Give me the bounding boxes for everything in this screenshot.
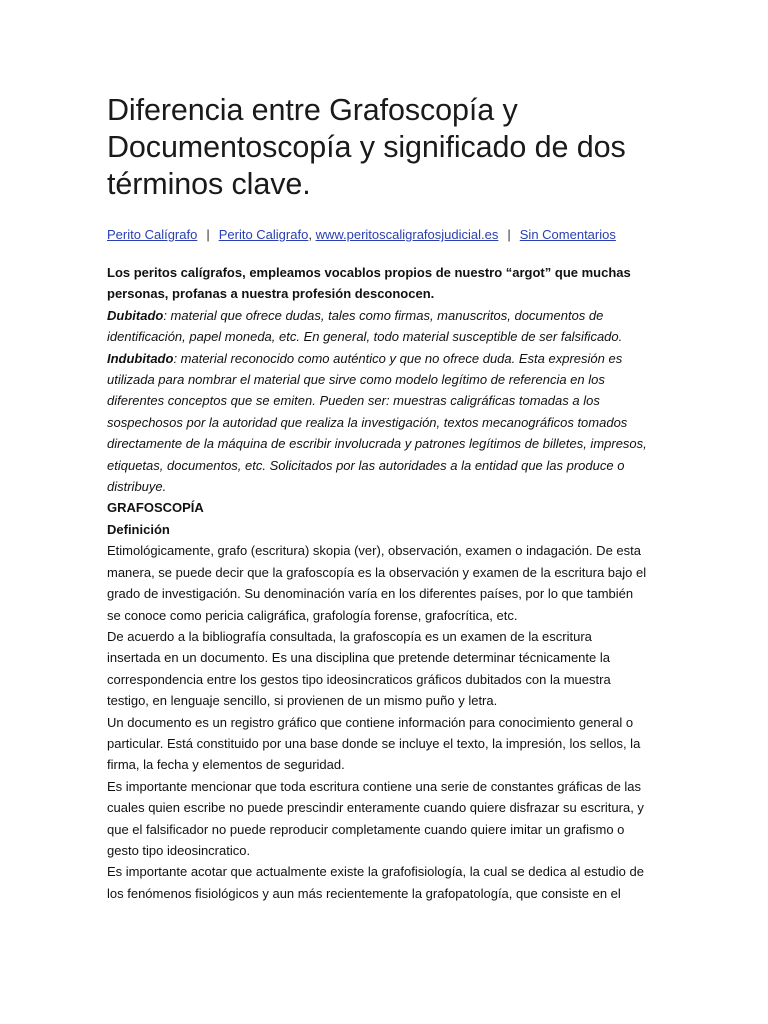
body-paragraph: De acuerdo a la bibliografía consultada, la grafoscopía es un examen de la escritura insertada en un documento. Es una disciplina que pretende determinar técnicamente la correspondencia entre los gestos tipo ideosincraticos gráficos dubitados con la muestra testigo, en lenguaje sencillo, si provienen de un mismo puño y letra. <box>107 628 611 709</box>
article-body <box>107 262 647 904</box>
body-paragraph: Un documento es un registro gráfico que contiene información para conocimiento general o particular. Está constituido por una base donde se incluye el texto, la impresión, los sellos, la firma, la fecha y elementos de seguridad. <box>107 714 641 773</box>
section-heading: GRAFOSCOPÍA <box>107 500 204 516</box>
definition-text: : material que ofrece dudas, tales como firmas, manuscritos, documentos de identificación, papel moneda, etc. En general, todo material susceptible de ser falsificado. <box>107 307 623 345</box>
intro-paragraph: Los peritos calígrafos, empleamos vocablos propios de nuestro “argot” que muchas personas, profanas a nuestra profesión desconocen. <box>107 265 631 302</box>
definition-indubitado <box>107 348 647 498</box>
body-paragraph: Es importante mencionar que toda escritura contiene una serie de constantes gráficas de las cuales quien escribe no puede prescindir enteramente cuando quiere disfrazar su escritura, y que el falsificador no puede reproducir completamente cuando quiere imitar un grafismo o gesto tipo ideosincratico. <box>107 778 644 858</box>
article <box>107 92 647 904</box>
author-link[interactable]: Perito Calígrafo <box>107 227 198 242</box>
definition-term: Indubitado <box>107 350 174 366</box>
definition-term: Dubitado <box>107 307 164 323</box>
body-paragraph: Etimológicamente, grafo (escritura) skopia (ver), observación, examen o indagación. De esta manera, se puede decir que la grafoscopía es la observación y examen de la escritura bajo el grado de investigación. Su denominación varía en los diferentes países, por lo que también se conoce como pericia caligráfica, grafología forense, grafocrítica, etc. <box>107 543 647 623</box>
meta-separator: | <box>206 227 210 242</box>
article-title: Diferencia entre Grafoscopía y Documentoscopía y significado de dos términos clave. <box>107 93 626 201</box>
comments-link[interactable]: Sin Comentarios <box>519 227 616 242</box>
subheading: Definición <box>107 521 170 537</box>
definition-dubitado <box>107 305 647 348</box>
meta-separator: | <box>507 227 511 242</box>
article-meta: Perito Calígrafo | Perito Caligrafo, www.peritoscaligrafosjudicial.es | Sin Comentarios <box>107 227 616 242</box>
site-link[interactable]: www.peritoscaligrafosjudicial.es <box>315 227 499 242</box>
definition-text: : material reconocido como auténtico y que no ofrece duda. Esta expresión es utilizada para nombrar el material que sirve como modelo legítimo de referencia en los diferentes conceptos que se emiten. Pueden ser: muestras caligráficas tomadas a los sospechosos por la autoridad que realiza la investigación, textos mecanográficos tomados directamente de la máquina de escribir involucrada y patrones legítimos de billetes, impresos, etiquetas, documentos, etc. Solicitados por las autoridades a la entidad que las produce o distribuye. <box>107 350 647 495</box>
category-link[interactable]: Perito Caligrafo <box>218 227 309 242</box>
body-paragraph: Es importante acotar que actualmente existe la grafofisiología, la cual se dedica al estudio de los fenómenos fisiológicos y aun más recientemente la grafopatología, que consiste en el <box>107 864 644 901</box>
